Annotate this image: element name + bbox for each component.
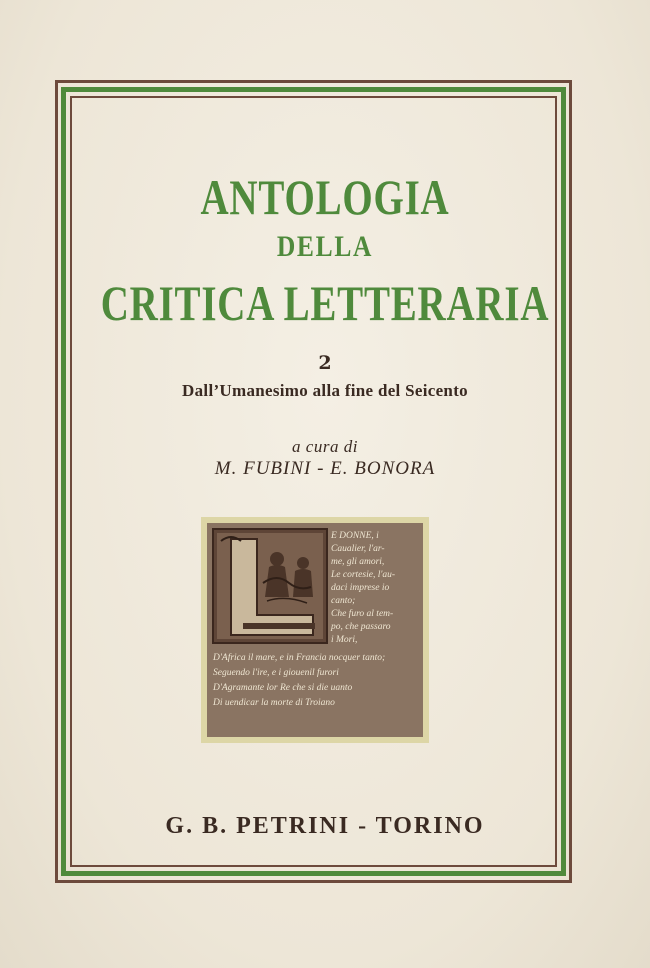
title-line-2: DELLA: [276, 230, 374, 263]
curator-intro: a cura di: [292, 437, 358, 456]
woodcut-verse-line: canto;: [331, 596, 356, 606]
woodcut-verse-line: me, gli amori,: [331, 557, 385, 567]
woodcut-verse-line: D'Africa il mare, e in Francia nocquer tanto;: [213, 653, 386, 663]
woodcut-verse-line: E DONNE, i: [331, 531, 379, 541]
subtitle: Dall’Umanesimo alla fine del Seicento: [182, 381, 468, 400]
editors: M. FUBINI - E. BONORA: [214, 458, 436, 479]
title-line-3: CRITICA LETTERARIA: [100, 275, 550, 331]
publisher-imprint: G. B. PETRINI - TORINO: [165, 813, 485, 839]
woodcut-verse-line: Che furo al tem-: [331, 609, 394, 619]
woodcut-verse-line: Di uendicar la morte di Troiano: [213, 698, 335, 708]
woodcut-verse-line: D'Agramante lor Re che si die uanto: [213, 683, 353, 693]
volume-number: 2: [318, 352, 332, 374]
woodcut-verse-line: daci imprese io: [331, 583, 390, 593]
woodcut-plate: [201, 517, 429, 743]
woodcut-verse-line: Caualier, l'ar-: [331, 544, 385, 554]
woodcut-verse-line: po, che passaro: [331, 622, 391, 632]
woodcut-verse-line: Le cortesie, l'au-: [331, 570, 396, 580]
woodcut-verse-line: Seguendo l'ire, e i giouenil furori: [213, 668, 339, 678]
title-line-1: ANTOLOGIA: [200, 169, 450, 225]
woodcut-verse-line: i Mori,: [331, 635, 358, 645]
woodcut-image: [207, 523, 423, 737]
